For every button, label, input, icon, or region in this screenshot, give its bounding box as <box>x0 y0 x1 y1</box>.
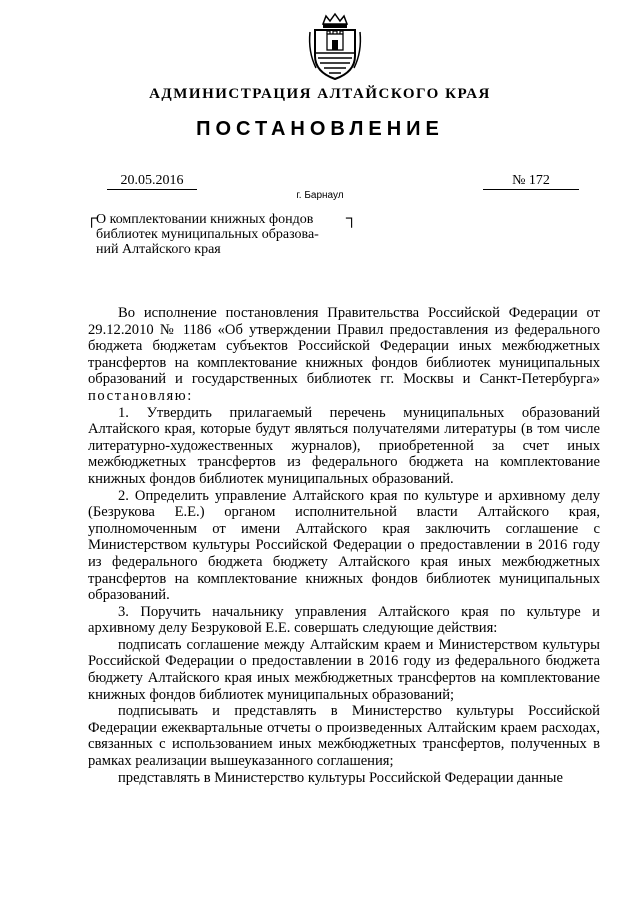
body-paragraph: подписать соглашение между Алтайским краем и Министерством культуры Российской Федерации о предоставлении в 2016 году из федерального бюджета бюджету Алтайского края иных межбюджетных трансфертов на комплектование книжных фондов библиотек муниципальных образований; <box>88 636 600 703</box>
organization-name: АДМИНИСТРАЦИЯ АЛТАЙСКОГО КРАЯ <box>149 86 491 102</box>
body-paragraph: подписывать и представлять в Министерство культуры Российской Федерации ежеквартальные отчеты о произведенных Алтайским краем расходах, связанных с использованием иных межбюджетных трансфертов, полученных в рамках реализации вышеуказанного соглашения; <box>88 703 600 770</box>
altai-coat-of-arms-icon <box>306 12 364 82</box>
document-city: г. Барнаул <box>296 190 344 201</box>
body-paragraph: 3. Поручить начальнику управления Алтайского края по культуре и архивному делу Безруковой Е.Е. совершать следующие действия: <box>88 603 600 637</box>
body-paragraph: 2. Определить управление Алтайского края по культуре и архивному делу (Безрукова Е.Е.) органом исполнительной власти Алтайского края, уполномоченным от имени Алтайского края заключить соглашение с Министерством культуры Российской Федерации о предоставлении в 2016 году из федерального бюджета бюджету Алтайского края иных межбюджетных трансфертов на комплектование книжных фондов библиотек муниципальных образований. <box>88 487 600 604</box>
subject-bracket-left: ┌ <box>86 210 98 227</box>
body-paragraph <box>88 305 600 405</box>
subject-bracket-right: ┐ <box>346 210 358 227</box>
subject-line: О комплектовании книжных фондов <box>96 212 314 227</box>
document-subject <box>96 212 366 257</box>
document-date: 20.05.2016 <box>107 173 197 190</box>
body-paragraph: представлять в Министерство культуры Российской Федерации данные <box>118 769 563 786</box>
document-body <box>88 305 600 786</box>
body-paragraph: 1. Утвердить прилагаемый перечень муниципальных образований Алтайского края, которые будут являться получателями литературы (в том числе литературно-художественных журналов), приобретенной за счет иных межбюджетных трансфертов из федерального бюджета на комплектование книжных фондов библиотек муниципальных образований. <box>88 404 600 487</box>
subject-line: библиотек муниципальных образова- <box>96 227 319 242</box>
subject-line: ний Алтайского края <box>96 242 221 257</box>
document-type: ПОСТАНОВЛЕНИЕ <box>196 118 444 140</box>
document-number: № 172 <box>483 173 579 190</box>
intro-text: Во исполнение постановления Правительства Российской Федерации от 29.12.2010 № 1186 «Об утверждении Правил предоставления из федерального бюджета бюджетам субъектов Российской Федерации иных межбюджетных трансфертов на комплектование книжных фондов библиотек муниципальных образований и государственных библиотек гг. Москвы и Санкт-Петербурга» <box>88 305 600 388</box>
resolve-word: постановляю: <box>88 387 193 404</box>
